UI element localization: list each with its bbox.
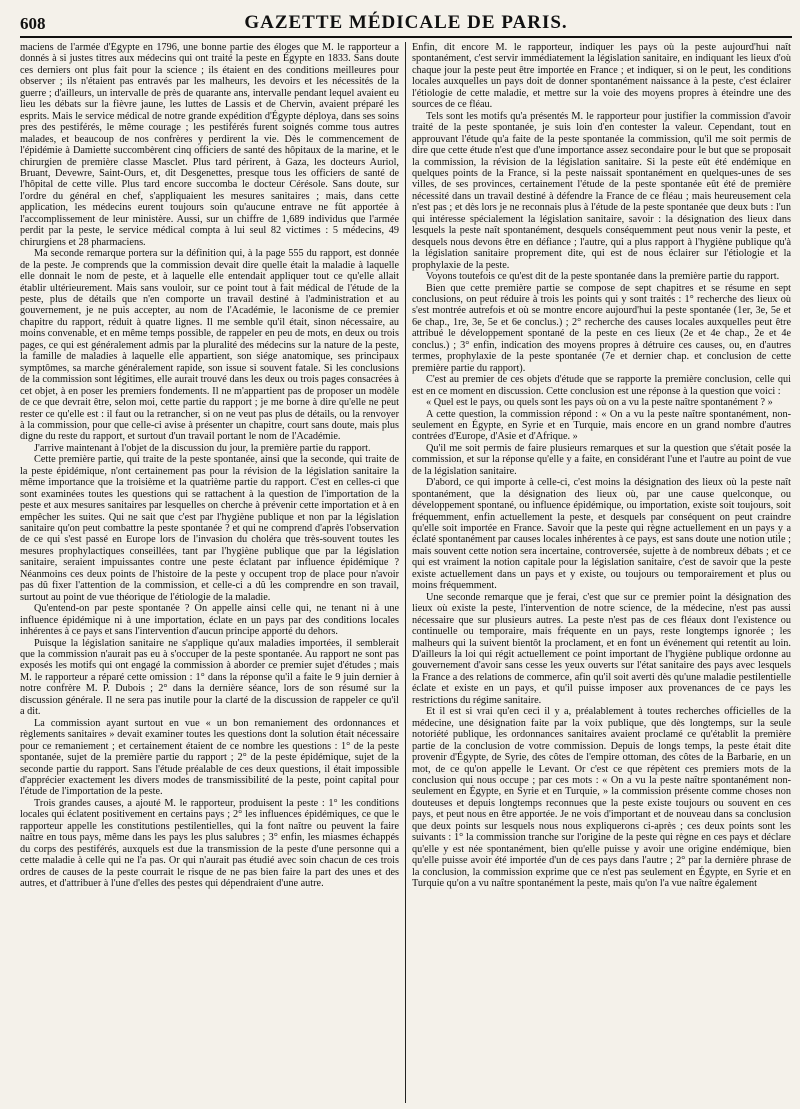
paragraph: Et il est si vrai qu'en ceci il y a, préalablement à toutes recherches officielles de la médecine, une désignation faite par la voix publique, que dès longtemps, sur la seule notoriété publique, les ordonnances sanitaires avaient proclamé ce qu'établit la première partie de la conclusion de votre commission. Depuis de longs temps, la peste était dite provenir d'Égypte, de Syrie, des côtes de l'empire ottoman, des côtes de la Barbarie, en un mot, de ce qu'on appelle le Levant. Or c'est ce que répètent ces premiers mots de la conclusion qui nous occupe ; par ces mots : « On a vu la peste naître spontanément non-seulement en Égypte, en Syrie et en Turquie, » la commission présente comme choses non douteuses et depuis longtemps reconnues que la peste existe toujours ou souvent en ces pays, et peut nous en être apportée. Je ne vois d'important et de nouveau dans sa conclusion que deux points sur lesquels nous nous expliquerons ci-après ; ces deux points sont les suivants : 1° la commission tranche sur l'origine de la peste qui règne en ces pays et déclare qu'elle y est née spontanément, bien qu'elle puisse y avoir une origine endémique, bien qu'elle puisse avoir été importée d'un de ces pays dans l'autre ; 2° par la dernière phrase de la conclusion, la commission exprime que ce n'est pas seulement en Égypte, en Syrie et en Turquie qu'on a vu naître spontanément la peste, mais qu'on l'a vue naître également [412,706,791,890]
paragraph: Qu'il me soit permis de faire plusieurs remarques et sur la question que s'était posée la commission, et sur la réponse qu'elle y a faite, en considérant l'une et l'autre au point de vue de la législation sanitaire. [412,442,791,477]
page-header [20,8,792,38]
paragraph: Enfin, dit encore M. le rapporteur, indiquer les pays où la peste aujourd'hui naît spontanément, c'est servir immédiatement la législation sanitaire, en indiquant les lieux d'où chaque jour la peste peut être importée en France ; et indiquer, si on le peut, les conditions locales auxquelles un pays doit de donner spontanément naissance à la peste, c'est éclairer l'étiologie de cette maladie, et mettre sur la voie des moyens propres à éteindre une des sources de ce fléau. [412,42,791,111]
paragraph: Voyons toutefois ce qu'est dit de la peste spontanée dans la première partie du rapport. [426,271,780,283]
paragraph: Puisque la législation sanitaire ne s'applique qu'aux maladies importées, il semblerait que la commission n'aurait pas eu à s'occuper de la peste spontanée. Au rapport ne sont pas exposés les motifs qui ont engagé la commission à aborder ce premier sujet d'études ; mais M. le rapporteur a réparé cette omission : 1° dans la réponse qu'il a faite le 9 juin dernier à notre confrère M. P. Dubois ; 2° dans la dernière séance, lors de son résumé sur la discussion générale. Il ne sera pas inutile pour la clarté de la discussion de rappeler ce qu'il a dit. [20,637,399,718]
paragraph: D'abord, ce qui importe à celle-ci, c'est moins la désignation des lieux où la peste naît spontanément, que la désignation des lieux où, par une cause quelconque, ou développement spontané, ou influence épidémique, ou importation, existe soit toujours, soit fréquemment, enfin actuellement la peste, et desquels par conséquent on peut craindre qu'elle soit importée en France. Savoir que la peste qui règne actuellement en un pays y a éclaté spontanément par causes locales inhérentes à ce pays, est sans doute une notion utile ; mais souvent cette notion sera incertaine, controversée, sujette à de nombreux débats ; et ce qui est vraiment la notion capitale pour la législation sanitaire, c'est de savoir que la peste existe actuellement dans un pays et y existe, ou toujours ou temporairement et plus ou moins fréquemment. [412,477,791,592]
page-number: 608 [20,14,46,33]
paragraph: Une seconde remarque que je ferai, c'est que sur ce premier point la désignation des lieux où existe la peste, l'intervention de notre science, de la médecine, n'est pas aussi nécessaire que sur plusieurs autres. La peste n'est pas de ces fléaux dont l'existence ou continuelle ou temporaire, mais fréquente en un pays, reste longtemps ignorée ; les malheurs qui la suivent bientôt la proclament, et en font un événement qui retentit au loin. D'ailleurs la loi qui régit actuellement ce point important de l'hygiène publique ordonne au gouvernement d'avoir sans cesse les yeux ouverts sur l'état sanitaire des pays avec lesquels la France a des relations de commerce, afin qu'il soit averti dès qu'une maladie pestilentielle éclate et existe en un pays, et qu'il puisse imposer aux provenances de ce pays les restrictions du régime sanitaire. [412,591,791,706]
paragraph: Bien que cette première partie se compose de sept chapitres et se résume en sept conclusions, on peut réduire à trois les points qui y sont traités : 1° recherche des lieux où s'est montrée autrefois et où se montre encore aujourd'hui la peste spontanée (1er, 3e, 5e et 6e chap., 1re, 3e, 5e et 6e conclus.) ; 2° recherche des causes locales auxquelles peut être attribué le développement spontané de la peste en ces lieux (2e et 4e chap., 2e et 4e conclus.) ; 3° enfin, indication des moyens propres à détruire ces causes, ou, en d'autres termes, prophylaxie de la peste spontanée (7e et dernier chap. et conclusion de cette première partie du rapport). [412,282,791,374]
paragraph: La commission ayant surtout en vue « un bon remaniement des ordonnances et règlements sanitaires » devait examiner toutes les questions dont la solution était nécessaire pour ce remaniement ; et certainement étaient de ce nombre les questions : 1° de la peste spontanée, sujet de la première partie du rapport ; 2° de la peste épidémique, sujet de la seconde partie du rapport. Sans l'étude préalable de ces deux questions, il était impossible d'apprécier exactement les divers modes de transmissibilité de la peste, point capital pour l'étude de l'importation de la peste. [20,717,399,798]
paragraph: A cette question, la commission répond : « On a vu la peste naître spontanément, non-seulement en Égypte, en Syrie et en Turquie, mais encore en un grand nombre d'autres contrées d'Europe, d'Asie et d'Afrique. » [412,408,791,443]
paragraph: Trois grandes causes, a ajouté M. le rapporteur, produisent la peste : 1° les conditions locales qui éclatent positivement en certains pays ; 2° les influences épidémiques, ce que le rapporteur appelle les constitutions pestilentielles, qui la font naître ou peuvent la faire naître en tous pays, même dans les pays les plus salubres ; 3° enfin, les miasmes échappés du corps des pestiférés, auxquels est due la transmission de la peste d'une personne qui a cette maladie à celle qui ne l'a pas. Or qui n'aurait pas étudié avec soin chacun de ces trois ordres de causes de la peste courrait le risque de ne pas bien faire la part des unes et des autres, et d'attribuer à l'une d'elles des pestes qui dépendraient d'une autre. [20,797,399,890]
journal-title: GAZETTE MÉDICALE DE PARIS. [244,12,568,33]
column-divider [405,42,406,1103]
right-column [412,42,791,1103]
paragraph: Tels sont les motifs qu'a présentés M. le rapporteur pour justifier la commission d'avoir traité de la peste spontanée, je suis loin d'en contester la valeur. Cependant, tout en approuvant l'étude qu'a faite de la peste spontanée la commission, qu'il me soit permis de dire que cette étude n'est que d'une importance assez secondaire pour le but que se proposait la commission, la révision de la législation sanitaire. Si la peste eût été endémique en quelques points de la France, si la peste naissait spontanément en quelques-unes de ses villes, de ses provinces, certainement l'étude de la peste spontanée eût été de première nécessité dans un travail destiné à défendre la France de ce fléau ; mais heureusement cela n'est pas ; et dès lors je ne reconnais plus à l'étude de la peste spontanée que deux buts : l'un qui intéresse spécialement la législation sanitaire, savoir : la désignation des lieux dans lesquels la peste naît spontanément, desquels conséquemment peut nous venir la peste, et desquels nous devons être en défiance ; l'autre, qui a plus rapport à l'hygiène publique qu'à la législation sanitaire proprement dite, qui est de nous éclairer sur l'étiologie et la prophylaxie de la peste. [412,110,791,271]
paragraph: J'arrive maintenant à l'objet de la discussion du jour, la première partie du rapport. [34,442,371,454]
paragraph: Cette première partie, qui traite de la peste spontanée, ainsi que la seconde, qui traite de la peste épidémique, n'ont certainement pas pour la révision de la législation sanitaire la même importance que la troisième et la quatrième partie du rapport. C'est en celles-ci que sont examinées toutes les questions qui se rattachent à la question de l'importation de la peste et aux mesures sanitaires par lesquelles on cherche à prévenir cette importation et à en empêcher les suites. Qui ne sait que c'est par l'hygiène publique et non par la législation sanitaire qu'on peut combattre la peste spontanée ? et qui ne comprend d'après l'observation de ce qui s'est passé en Europe lors de l'invasion du choléra que très-souvent toutes les mesures prophylactiques conseillées, tant par l'hygiène publique que par la législation sanitaire, seraient impuissantes contre une peste éclatant par influence épidémique ? Néanmoins ces deux points de l'histoire de la peste y occupent trop de place pour n'avoir pas dû fixer l'attention de la commission, et celle-ci a dû les comprendre en son travail, surtout au point de vue théorique de l'étiologie de la maladie. [20,454,399,603]
paragraph: « Quel est le pays, ou quels sont les pays où on a vu la peste naître spontanément ? » [426,397,773,409]
paragraph: maciens de l'armée d'Égypte en 1796, une bonne partie des éloges que M. le rapporteur a donnés à si justes titres aux médecins qui ont traité la peste en Égypte en 1833. Sans doute ces derniers ont plus fait pour la science ; ils étaient en des conditions meilleures pour observer ; ils n'étaient pas entravés par les malheurs, les devoirs et les nécessités de la guerre ; d'ailleurs, un intervalle de près de quarante ans, intervalle pendant lequel avaient eu lieu les débats sur la fièvre jaune, les luttes de Lassis et de Chervin, avaient préparé les esprits. Mais le service médical de notre grande expédition d'Égypte déploya, dans ses soins pres des pestiférés, le même courage ; les pestiférés furent soignés comme tous autres malades, et beaucoup de nos confrères y perdirent la vie. Dès le commencement de l'épidémie à Damiette succombèrent cinq officiers de santé des hôpitaux de la marine, et le chirurgien de première classe Masclet. Plus tard périrent, à Gaza, les docteurs Auriol, Bruant, Devewre, Saint-Ours, et, dit Desgenettes, presque tous les officiers de santé de l'hôpital de cette ville. Plus tard encore succomba le docteur Cérésole. Sans doute, sur l'ordre du général en chef, s'appliquaient les mesures sanitaires ; mais, dans cette application, les médecins eurent toujours soin qu'aucune entrave ne fût apportée à l'accomplissement de leur ministère. Aussi, sur un chiffre de 1,689 individus que l'armée perdit par la peste, le service médical compta à lui seul 82 victimes : 5 médecins, 49 chirurgiens et 28 pharmaciens. [20,42,399,248]
paragraph: Ma seconde remarque portera sur la définition qui, à la page 555 du rapport, est donnée de la peste. Je comprends que la commission devait dire quelle était la maladie à laquelle elle donnait le nom de peste, et à laquelle elle entendait appliquer tout ce qu'elle allait établir ultérieurement. Mais sans vouloir, sur ce point tout à fait médical de l'étude de la peste, plus de détails que n'en comporte un travail destiné à l'administration et au gouvernement, je ne puis accepter, au nom de l'Académie, le laconisme de ce premier chapitre du rapport, réduit à quatre lignes. Il me semble qu'il était, sinon nécessaire, au moins convenable, et en même temps possible, de rappeler en peu de mots, en deux ou trois pages, ce qui est généralement admis par la pluralité des médecins sur la nature de la peste, la famille de maladies à laquelle elle appartient, son siége anatomique, ses principaux symptômes, sa marche généralement rapide, son issue si souvent fatale. Si les conclusions de la commission sont légitimes, elle aurait trouvé dans les deux ou trois pages consacrées à cet objet, à en poser les premiers fondements. Il ne m'appartient pas de proposer un modèle de ce que devrait être, selon moi, cette partie du rapport ; je me borne à dire qu'elle ne peut rester ce qu'elle est : il faut ou la retrancher, si on ne veut pas plus de détails, ou la renvoyer à la commission, pour que celle-ci avise à présenter un chapitre, court sans doute, mais plus digne du reste du rapport, et surtout d'un travail portant le nom de l'Académie. [20,248,399,443]
left-column [20,42,399,1103]
paragraph: C'est au premier de ces objets d'étude que se rapporte la première conclusion, celle qui est en ce moment en discussion. Cette conclusion est une réponse à la question que voici : [412,374,791,397]
text-columns [20,42,792,1103]
paragraph: Qu'entend-on par peste spontanée ? On appelle ainsi celle qui, ne tenant ni à une influence épidémique ni à une importation, éclate en un pays par des conditions locales inhérentes à ce pays et sans l'intervention d'aucun principe apporté du dehors. [20,603,399,638]
newspaper-page [20,8,792,1103]
